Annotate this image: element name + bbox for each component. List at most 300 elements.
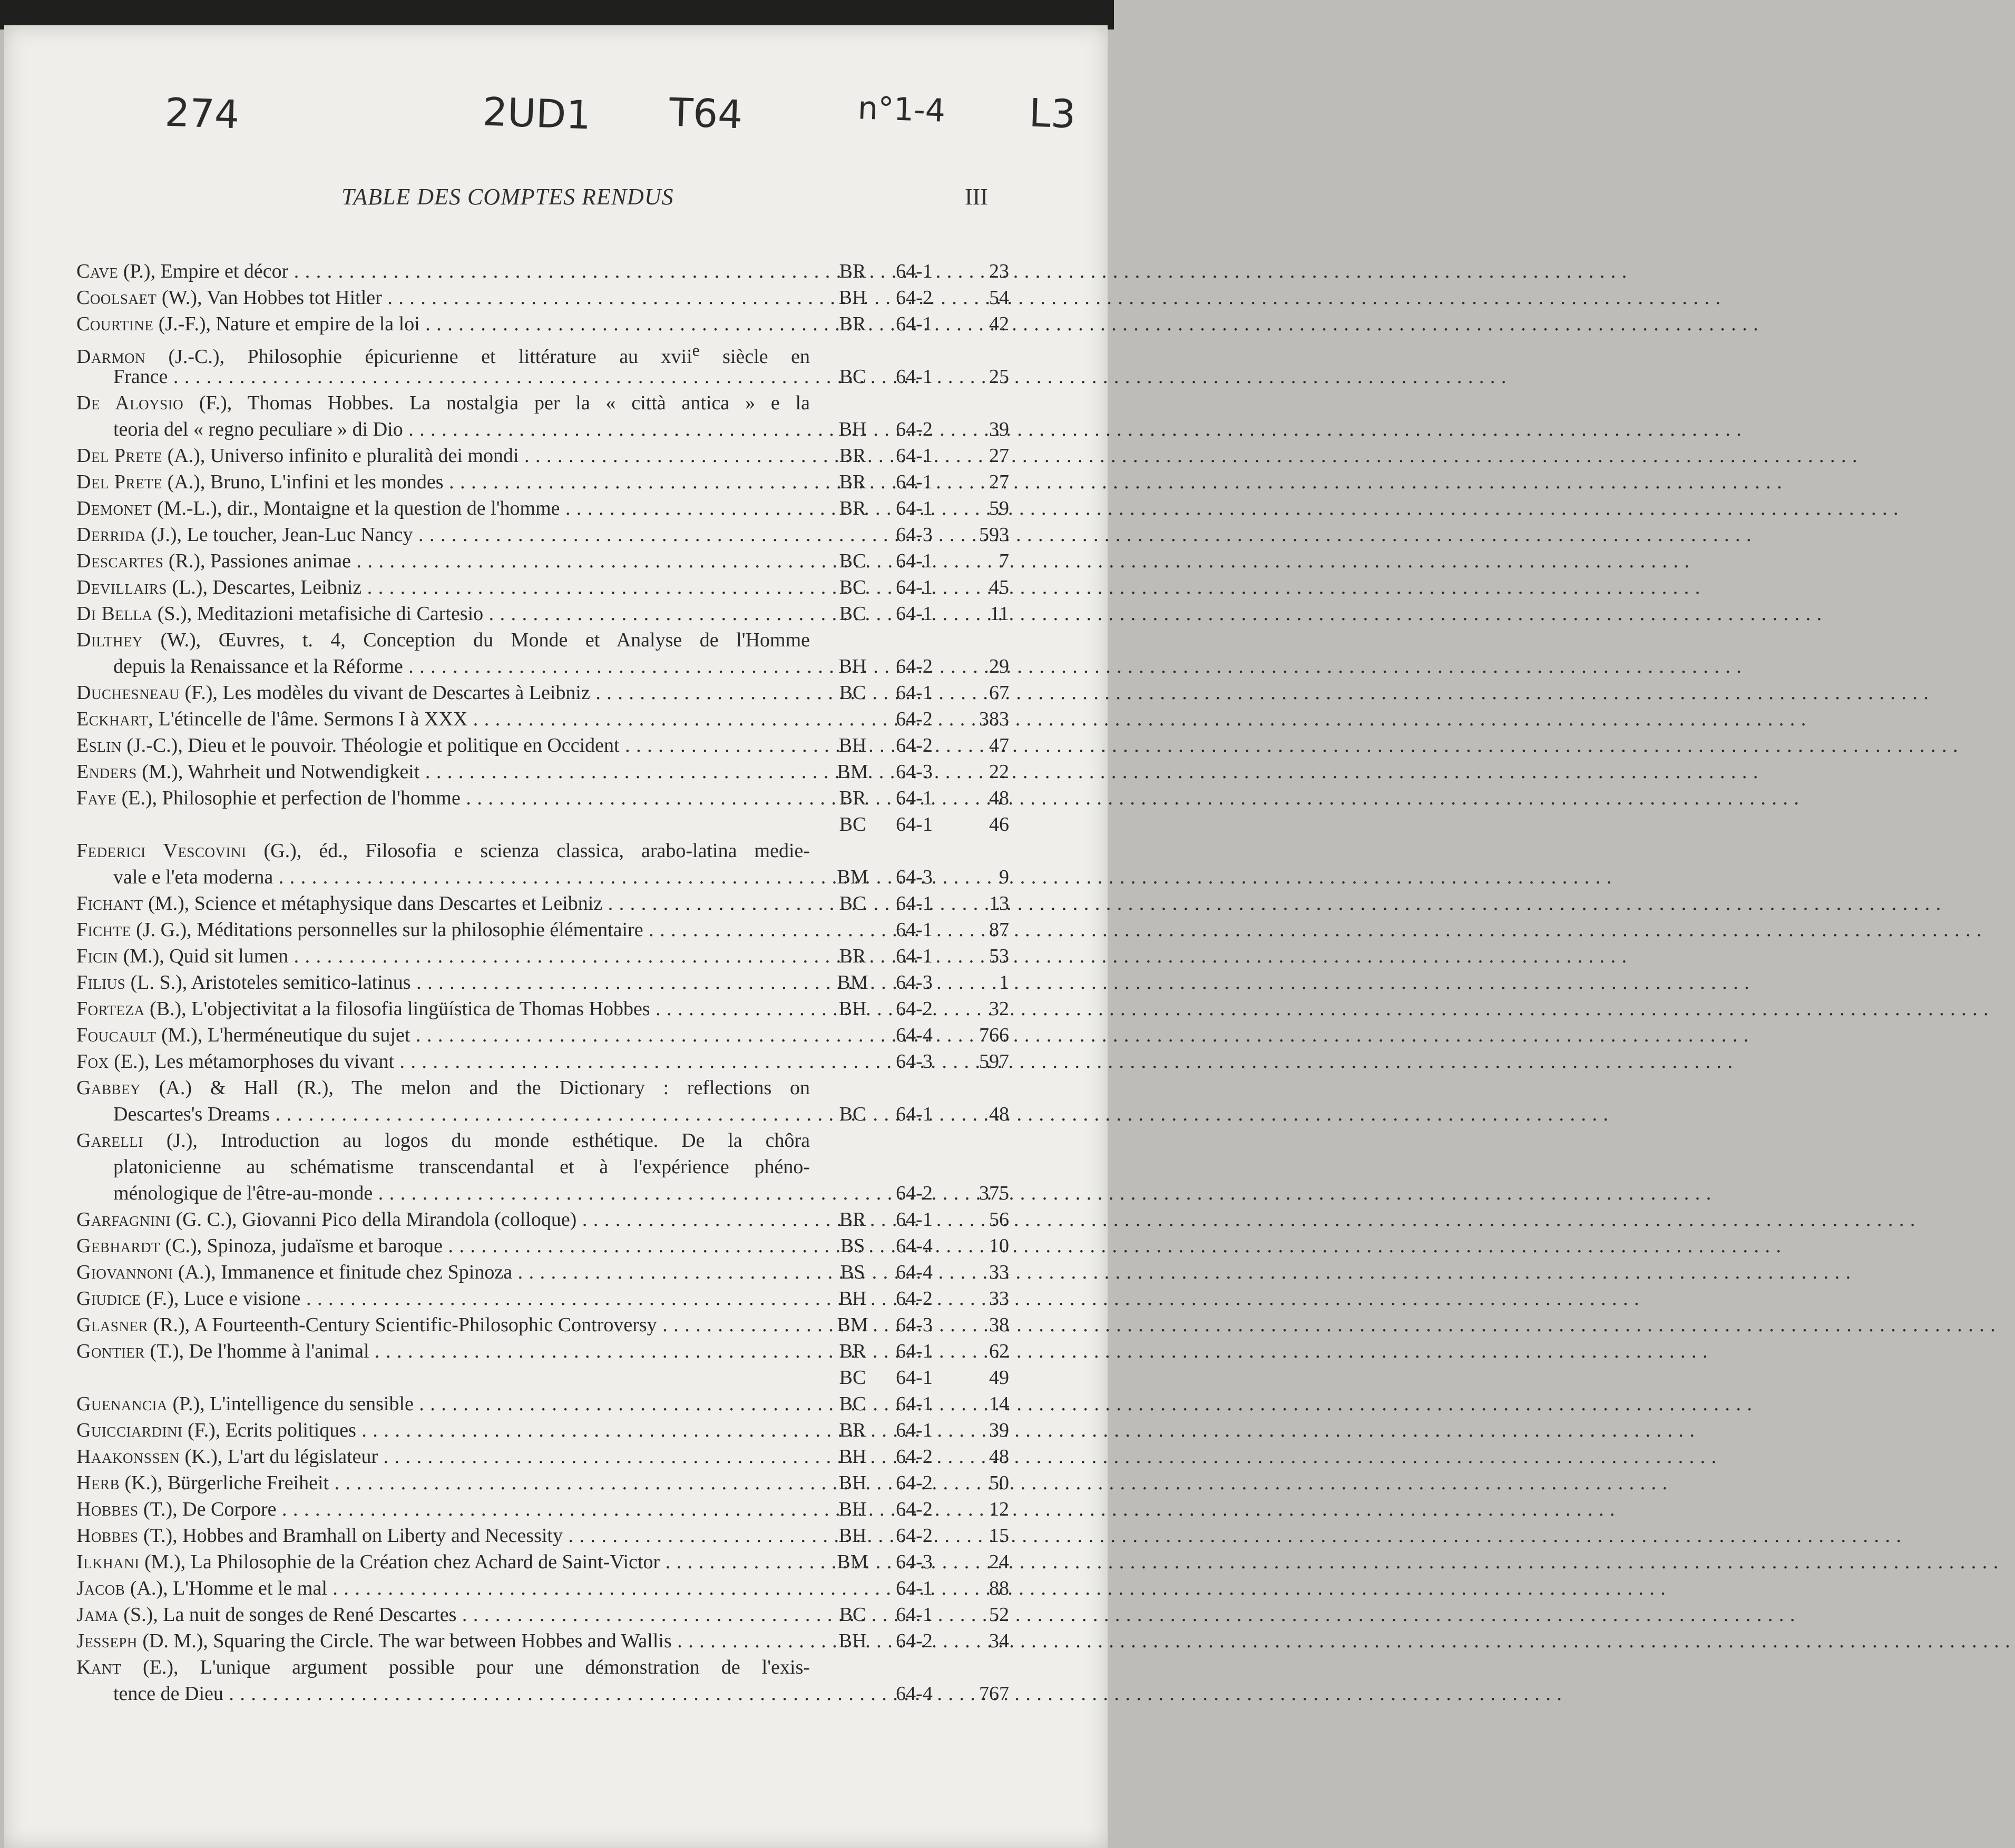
work-title: L'art du législateur [227,1446,378,1468]
author-name: Duchesneau [76,682,180,704]
volume-issue: 64-1 [896,1103,933,1125]
author-initials: (F.), [187,1419,221,1441]
review-code: BC [839,550,866,572]
author-initials: (A.) & Hall (R.), [159,1077,334,1099]
author-initials: (J.-C.), [126,734,183,756]
index-entry [76,1496,1009,1522]
author-initials: (A.), [178,1261,216,1283]
volume-issue: 64-1 [896,576,933,598]
author-initials: (J.-F.), [158,313,211,335]
entry-text [76,1314,2000,1336]
work-title: Empire et décor [160,260,289,282]
volume-issue: 64-1 [896,603,933,625]
entry-line-last [76,1391,1009,1417]
work-title: Van Hobbes tot Hitler [207,287,382,309]
work-title: L'unique argument possible pour une démonstration de l'exis- [200,1656,810,1678]
review-code: BC [839,366,866,388]
work-title: La Philosophie de la Création chez Achard de Saint-Victor [190,1551,660,1573]
review-code: BH [838,998,867,1020]
page-ref: 24 [989,1551,1009,1573]
index-entry [76,1285,1009,1312]
review-code: BH [838,734,867,756]
entry-line-last [76,548,1009,574]
work-title: Philosophie et perfection de l'homme [162,787,461,809]
author-name: Haakonssen [76,1446,180,1468]
page-number: III [965,184,988,210]
author-initials: (S.), [157,603,192,625]
work-title: Descartes, Leibniz [212,576,362,598]
volume-issue: 64-2 [896,1498,933,1520]
work-title: Dieu et le pouvoir. Théologie et politique en Occident [188,734,620,756]
review-code: BR [839,1340,866,1362]
author-name: Herb [76,1472,120,1494]
handwritten-note-3: T64 [668,90,744,138]
book-page [4,25,1108,1848]
work-title: Les métamorphoses du vivant [154,1050,395,1073]
entry-line-last [76,443,1009,469]
author-initials: (M.), [161,1024,203,1046]
entry-text [113,366,1511,388]
work-title: Quid sit lumen [169,945,289,967]
work-title: ménologique de l'être-au-monde [113,1182,373,1204]
handwritten-note-1: 274 [164,90,240,138]
index-entry [76,785,1009,838]
entry-text [76,892,1945,915]
page-ref: 53 [989,945,1009,967]
work-title: Giovanni Pico della Mirandola (colloque) [242,1208,577,1231]
index-entry [76,996,1009,1022]
volume-issue: 64-2 [896,1630,933,1652]
entry-text [76,708,1811,730]
author-name: Guenancia [76,1393,168,1415]
page-ref: 59 [989,497,1009,519]
author-name: Fichte [76,919,131,941]
author-initials: (M.), [148,892,190,915]
review-code: BH [838,1446,867,1468]
volume-issue: 64-1 [896,945,933,967]
index-entry [76,969,1009,996]
index-entry [76,838,1009,890]
volume-issue: 64-1 [896,497,933,519]
author-name: Hobbes [76,1525,139,1547]
entry-line-last [76,522,1009,548]
author-name: Demonet [76,497,152,519]
review-code: BM [837,866,868,888]
entry-line-last [76,1601,1009,1628]
review-code: BH [838,287,867,309]
work-title: Œuvres, t. 4, Conception du Monde et Analyse de l'Homme [218,629,810,651]
review-code: BH [838,1630,867,1652]
entry-line-last [76,1285,1009,1312]
author-name: Fichant [76,892,143,915]
review-code: BC [839,1367,866,1389]
work-title: L'objectivitat a la filosofia lingüística de Thomas Hobbes [191,998,650,1020]
work-title: depuis la Renaissance et la Réforme [113,655,403,677]
entry-line-last [76,1206,1009,1233]
entry-line-last [76,732,1009,759]
index-entry [76,732,1009,759]
author-name: Jama [76,1604,119,1626]
page-ref: 767 [979,1683,1009,1705]
review-code: BR [839,1419,866,1441]
author-initials: (W.), [161,287,202,309]
author-initials: (L.), [172,576,208,598]
work-title: L'herméneutique du sujet [207,1024,410,1046]
volume-issue: 64-3 [896,761,933,783]
entry-line-last [76,363,1009,390]
review-code: BC [839,682,866,704]
volume-issue: 64-2 [896,734,933,756]
volume-issue: 64-2 [896,998,933,1020]
entry-text [76,998,1993,1020]
author-initials: (E.), [114,1050,150,1073]
work-title: tence de Dieu [113,1683,223,1705]
author-initials: (K.), [184,1446,223,1468]
entry-line-last [76,574,1009,601]
work-title: Meditazioni metafisiche di Cartesio [197,603,484,625]
work-title: L'intelligence du sensible [210,1393,414,1415]
index-entry [76,337,1009,390]
author-name: Cave [76,260,119,282]
entry-line-last [76,1496,1009,1522]
page-ref: 48 [989,1446,1009,1468]
author-initials: (E.), [143,1656,179,1678]
page-ref: 597 [979,1050,1009,1073]
index-entry [76,1259,1009,1285]
handwritten-note-5: L3 [1028,90,1077,137]
work-title: Universo infinito e pluralità dei mondi [210,445,519,467]
volume-issue: 64-1 [896,471,933,493]
review-code: BM [837,1551,868,1573]
review-code: BH [838,1472,867,1494]
index-entry [76,469,1009,495]
entry-line-last [76,1628,1009,1654]
page-ref: 48 [989,787,1009,809]
index-entry [76,680,1009,706]
author-initials: (A.), [130,1577,168,1599]
author-initials: (G.), [263,840,302,862]
entry-text [76,734,1963,756]
page-ref: 45 [989,576,1009,598]
extra-ref-row [76,1364,1009,1391]
page-ref: 14 [989,1393,1009,1415]
page-ref: 7 [999,550,1009,572]
entry-line-last [76,416,1009,443]
author-initials: (D. M.), [142,1630,208,1652]
page-ref: 11 [990,603,1009,625]
work-title: Descartes's Dreams [113,1103,270,1125]
author-initials: (R.), [168,550,206,572]
page-ref: 87 [989,919,1009,941]
entry-line [76,1654,814,1680]
review-code [832,1575,874,1601]
work-title: Bruno, L'infini et les mondes [210,471,444,493]
volume-issue: 64-2 [896,1182,933,1204]
review-code: BR [839,471,866,493]
entry-line [76,1075,814,1101]
index-entry [76,627,1009,680]
volume-issue: 64-1 [896,1208,933,1231]
work-title: The melon and the Dictionary : reflections on [351,1077,810,1099]
page-ref: 49 [989,1367,1009,1389]
author-initials: (B.), [150,998,187,1020]
review-code: BH [838,1525,867,1547]
entry-line-last [76,864,1009,890]
index-entry [76,1654,1009,1707]
review-code: BC [839,813,866,835]
review-code: BR [839,945,866,967]
volume-issue: 64-2 [896,418,933,440]
index-entry [76,1312,1009,1338]
author-initials: (M.-L.), [156,497,222,519]
entry-line-last [76,943,1009,969]
volume-issue: 64-1 [896,919,933,941]
volume-issue: 64-4 [896,1261,933,1283]
author-initials: (E.), [121,787,158,809]
review-code: BM [837,971,868,994]
index-entry [76,1127,1009,1206]
author-initials: (J.), [150,524,182,546]
volume-issue: 64-3 [896,1050,933,1073]
work-title: Immanence et finitude chez Spinoza [221,1261,513,1283]
volume-issue: 64-1 [896,260,933,282]
entry-line-last [76,1259,1009,1285]
author-name: Forteza [76,998,145,1020]
index-entry [76,1575,1009,1601]
author-name: Enders [76,761,137,783]
volume-issue: 64-4 [896,1235,933,1257]
volume-issue: 64-1 [896,1604,933,1626]
author-name: Federici Vescovini [76,840,247,862]
review-code: BH [838,1287,867,1310]
volume-issue: 64-2 [896,1472,933,1494]
index-entry [76,1522,1009,1549]
review-code: BR [839,313,866,335]
volume-issue: 64-1 [896,1419,933,1441]
entry-line-last [76,1101,1009,1127]
page-ref: 13 [989,892,1009,915]
review-code: BM [837,1314,868,1336]
author-initials: (P.), [123,260,156,282]
work-title: Bürgerliche Freiheit [167,1472,329,1494]
volume-issue: 64-2 [896,1287,933,1310]
entry-line-last [76,258,1009,284]
volume-issue: 64-3 [896,1314,933,1336]
author-name: Courtine [76,313,154,335]
entry-line-last [76,1180,1009,1206]
author-name: Foucault [76,1024,156,1046]
volume-issue: 64-2 [896,708,933,730]
work-title: Luce e visione [183,1287,301,1310]
entry-line-last [76,996,1009,1022]
work-title: Hobbes and Bramhall on Liberty and Necessity [182,1525,563,1547]
volume-issue: 64-1 [896,313,933,335]
entry-text [76,392,814,414]
author-initials: (M.), [123,945,164,967]
review-code [832,1180,874,1206]
author-initials: (M.), [142,761,183,783]
review-code: BH [838,418,867,440]
entry-line-last [76,653,1009,680]
work-title: Ecrits politiques [225,1419,356,1441]
review-code: BC [839,1393,866,1415]
author-initials: (S.), [123,1604,158,1626]
page-ref: 54 [989,287,1009,309]
handwritten-note-4: n°1-4 [857,90,946,130]
author-name: Filius [76,971,126,994]
page-ref: 42 [989,313,1009,335]
page-ref: 10 [989,1235,1009,1257]
author-initials: (J.), [166,1129,198,1152]
review-code [832,1022,874,1048]
entry-line-last [76,1522,1009,1549]
author-name: Gebhardt [76,1235,160,1257]
work-title: teoria del « regno peculiare » di Dio [113,418,403,440]
author-initials: (A.), [167,471,206,493]
index-entry [76,522,1009,548]
entry-line-last [76,469,1009,495]
author-name: Ilkhani [76,1551,140,1573]
work-title: Nature et empire de la loi [216,313,420,335]
author-name: Dilthey [76,629,143,651]
index-entry [76,1443,1009,1470]
index-entry [76,1391,1009,1417]
author-initials: (C.), [165,1235,202,1257]
entry-line-last [76,785,1009,811]
page-ref: 67 [989,682,1009,704]
entry-text [76,1129,814,1152]
author-initials: (R.), [153,1314,190,1336]
index-entry [76,284,1009,311]
index-entry [76,258,1009,284]
index-entry [76,1628,1009,1654]
entry-text [76,919,1987,941]
page-ref: 766 [979,1024,1009,1046]
author-initials: (K.), [124,1472,163,1494]
page-ref: 25 [989,366,1009,388]
author-initials: (M.), [144,1551,186,1573]
running-title: TABLE DES COMPTES RENDUS [341,184,674,210]
index-entry [76,917,1009,943]
volume-issue: 64-1 [896,1393,933,1415]
entry-text [76,1630,2015,1652]
handwritten-note-2: 2UD1 [482,89,592,139]
index-entry [76,601,1009,627]
work-title: La nuit de songes de René Descartes [163,1604,457,1626]
page-ref: 39 [989,418,1009,440]
page-ref: 27 [989,471,1009,493]
index-entry [76,390,1009,443]
index-entry [76,1048,1009,1075]
author-name: Darmon [76,345,145,368]
page-ref: 22 [989,761,1009,783]
author-initials: (F.), [184,682,218,704]
volume-issue: 64-2 [896,1525,933,1547]
entry-line-last [76,284,1009,311]
page-ref: 27 [989,445,1009,467]
entry-text [76,1551,2003,1573]
author-name: Gabbey [76,1077,141,1099]
work-title: Méditations personnelles sur la philosophie élémentaire [197,919,643,941]
page-ref: 38 [989,1314,1009,1336]
work-title: Wahrheit und Notwendigkeit [188,761,420,783]
work-title: vale e l'eta moderna [113,866,273,888]
review-code [832,522,874,548]
index-entry [76,1470,1009,1496]
volume-issue: 64-4 [896,1024,933,1046]
entry-line [76,627,814,653]
index-entry [76,311,1009,337]
entry-line [76,390,814,416]
entry-line-last [76,1680,1009,1707]
volume-issue: 64-1 [896,1577,933,1599]
page-ref: 1 [999,971,1009,994]
volume-issue: 64-2 [896,655,933,677]
entry-line-last [76,917,1009,943]
page-ref: 46 [989,813,1009,835]
author-name: Giovannoni [76,1261,173,1283]
work-title: Les modèles du vivant de Descartes à Leibniz [222,682,590,704]
author-initials: (G. C.), [175,1208,237,1231]
author-name: De Aloysio [76,392,184,414]
author-initials: (T.), [143,1525,178,1547]
entry-line-last [76,1022,1009,1048]
review-code: BR [839,260,866,282]
index-entry [76,706,1009,732]
author-initials: (P.), [172,1393,205,1415]
page-ref: 375 [979,1182,1009,1204]
page-ref: 62 [989,1340,1009,1362]
work-title: Le toucher, Jean-Luc Nancy [187,524,413,546]
author-name: Hobbes [76,1498,139,1520]
review-code: BR [839,497,866,519]
review-code [832,917,874,943]
volume-issue: 64-2 [896,287,933,309]
work-title: Science et métaphysique dans Descartes et Leibniz [194,892,603,915]
author-initials: (J.-C.), [168,345,225,368]
volume-issue: 64-3 [896,1551,933,1573]
author-name: Descartes [76,550,164,572]
page-ref: 88 [989,1577,1009,1599]
author-name: Del Prete [76,445,163,467]
page-ref: 56 [989,1208,1009,1231]
author-name: Jacob [76,1577,125,1599]
work-title: Philosophie épicurienne et littérature au xvii$^e$ siècle en [247,341,810,368]
index-entry [76,1022,1009,1048]
review-code: BC [839,603,866,625]
review-code [832,706,874,732]
review-code: BC [839,576,866,598]
entry-line-last [76,495,1009,522]
work-title: L'étincelle de l'âme. Sermons I à XXX [158,708,468,730]
page-ref: 47 [989,734,1009,756]
page-ref: 48 [989,1103,1009,1125]
entry-line-last [76,1312,1009,1338]
review-code: BM [837,761,868,783]
volume-issue: 64-1 [896,1340,933,1362]
entry-line-last [76,601,1009,627]
volume-issue: 64-1 [896,813,933,835]
page-ref: 383 [979,708,1009,730]
page-ref: 39 [989,1419,1009,1441]
review-code: BS [840,1261,865,1283]
page-ref: 29 [989,655,1009,677]
extra-ref-row [76,811,1009,838]
volume-issue: 64-1 [896,682,933,704]
author-name: Ficin [76,945,119,967]
work-title: Squaring the Circle. The war between Hobbes and Wallis [213,1630,672,1652]
page-ref: 33 [989,1287,1009,1310]
